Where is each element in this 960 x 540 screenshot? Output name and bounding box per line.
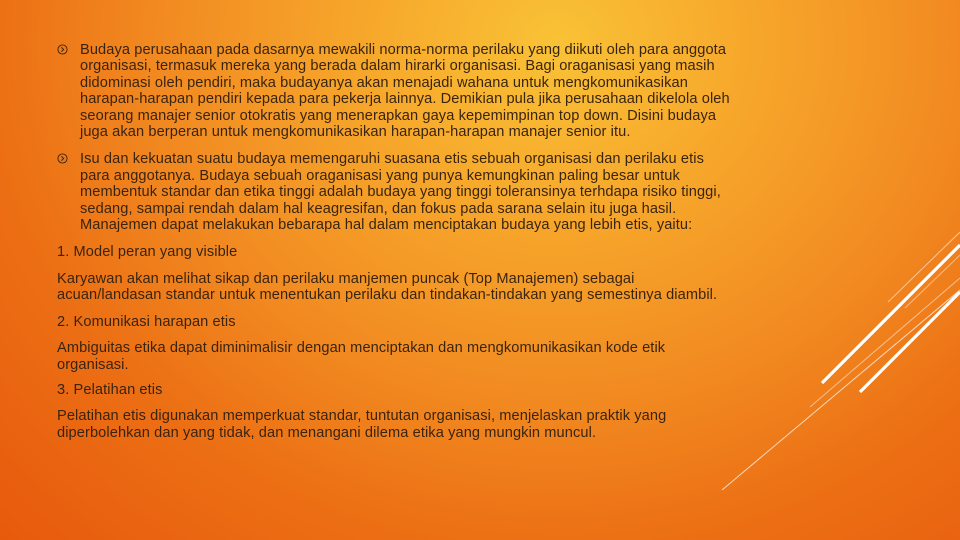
section-heading: 3. Pelatihan etis [57,381,163,398]
deco-line-thin-1 [888,232,960,302]
bullet-text: Isu dan kekuatan suatu budaya memengaruhi suasana etis sebuah organisasi dan perilaku etis para anggotanya. Budaya sebuah oraganisasi yang punya kemungkinan paling besar untuk membentuk standar dan etika tinggi adalah budaya yang tinggi toleransinya terhdapa risiko tinggi, sedang, sampai rendah dalam hal keagresifan, dan fokus pada sarana selain itu juga hasil. Manajemen dapat melakukan bebarapa hal dalam menciptakan budaya yang lebih etis, yaitu: [80,151,721,234]
deco-line-thin-2 [905,255,960,308]
deco-line-thin-4 [722,290,960,490]
arrow-right-circle-icon [57,153,68,164]
bullet-text: Budaya perusahaan pada dasarnya mewakili norma-norma perilaku yang diikuti oleh para anggota organisasi, termasuk mereka yang berada dalam hirarki organisasi. Bagi oraganisasi yang masih didominasi oleh pendiri, maka budayanya akan menajadi wahana untuk mengkomunikasikan harapan-harapan pendiri kepada para pekerja lainnya. Demikian pula jika perusahaan dikelola oleh seorang manajer senior otokratis yang menerapkan gaya kepemimpinan top down. Disini budaya juga akan berperan untuk mengkomunikasikan harapan-harapan manajer senior itu. [80,42,730,141]
bullet-item [57,151,732,233]
section-heading: 2. Komunikasi harapan etis [57,313,236,330]
deco-line-thick-1 [822,245,960,383]
slide-content [57,42,732,451]
section-body: Pelatihan etis digunakan memperkuat standar, tuntutan organisasi, menjelaskan praktik yang diperbolehkan dan yang tidak, dan menangani dilema etika yang mungkin muncul. [57,408,667,441]
deco-line-thick-2 [860,292,960,392]
numbered-section [57,314,732,373]
bullet-item [57,42,732,140]
arrow-right-circle-icon [57,44,68,55]
numbered-section [57,382,732,441]
numbered-section [57,244,732,303]
section-heading: 1. Model peran yang visible [57,244,238,261]
section-body: Ambiguitas etika dapat diminimalisir dengan menciptakan dan mengkomunikasikan kode etik organisasi. [57,340,666,373]
section-body: Karyawan akan melihat sikap dan perilaku manjemen puncak (Top Manajemen) sebagai acuan/landasan standar untuk menentukan perilaku dan tindakan-tindakan yang semestinya diambil. [57,270,718,304]
deco-line-thin-3 [810,278,960,407]
